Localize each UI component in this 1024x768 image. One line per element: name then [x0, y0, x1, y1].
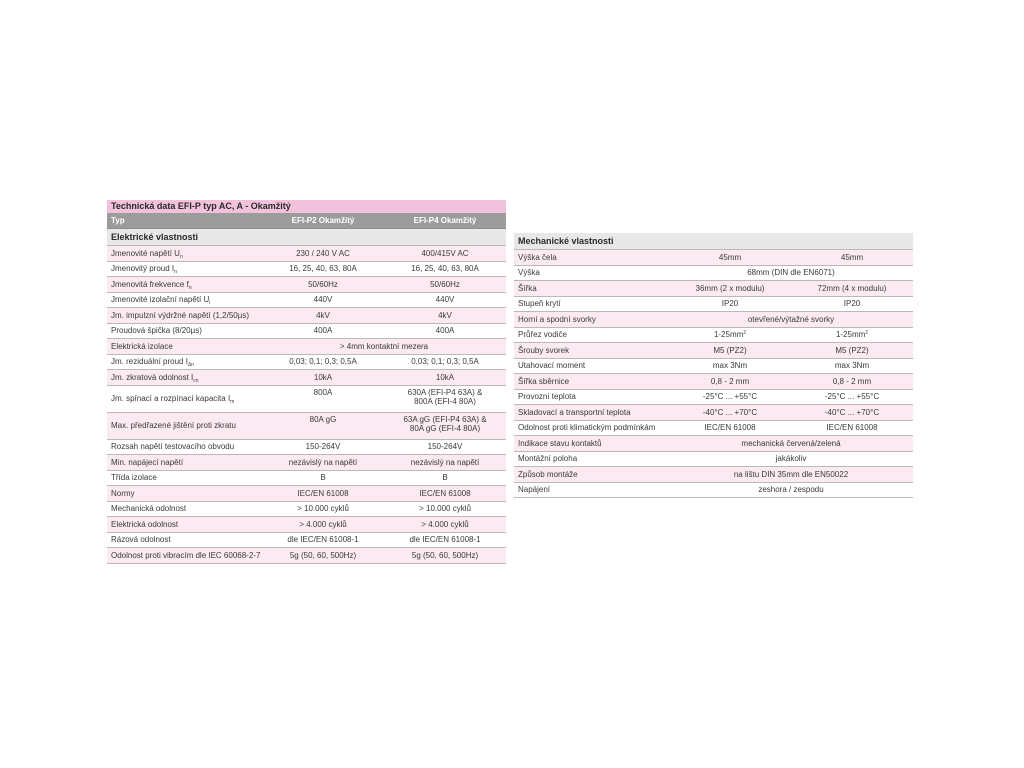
row-value-col1 [262, 548, 384, 564]
row-label [107, 385, 262, 412]
cell-text: Montážní poloha [518, 454, 578, 464]
cell-text: 10kA [435, 372, 455, 382]
table-row [514, 358, 913, 374]
cell-text: mechanická červená/zelená [741, 438, 841, 448]
row-value-shared [669, 312, 913, 328]
cell-text: Rozsah napětí testovacího obvodu [111, 442, 235, 452]
row-label [107, 412, 262, 439]
row-label [107, 323, 262, 339]
cell-text: Výška [518, 268, 540, 278]
row-value-shared [262, 339, 506, 355]
table-row [107, 532, 506, 548]
row-label [107, 501, 262, 517]
row-label [107, 354, 262, 370]
cell-text: 45mm [840, 252, 864, 262]
cell-text: > 10.000 cyklů [297, 504, 349, 514]
cell-text: Proudová špička (8/20µs) [111, 326, 202, 336]
cell-text: -40°C ... +70°C [702, 407, 758, 417]
table-row [107, 548, 506, 564]
row-value-col1 [669, 281, 791, 297]
cell-text: max 3Nm [834, 361, 870, 371]
row-value-col2 [384, 354, 506, 370]
cell-text: Horní a spodní svorky [518, 314, 596, 324]
row-value-col2 [384, 532, 506, 548]
cell-text: > 4.000 cyklů [421, 519, 469, 529]
cell-text: 4kV [316, 310, 330, 320]
row-value-shared [669, 467, 913, 483]
cell-text: Max. předřazené jištění proti zkratu [111, 421, 236, 430]
cell-text: Jmenovitá frekvence f [111, 279, 189, 289]
row-value-col2 [384, 385, 506, 412]
cell-text: 80A gG [309, 414, 337, 424]
cell-text: Jmenovité napětí U [111, 248, 180, 258]
cell-line: 630A (EFI-P4 63A) & [407, 387, 483, 397]
cell-text: 440V [435, 295, 455, 305]
row-value-col2 [384, 261, 506, 277]
cell-text: 440V [313, 295, 333, 305]
row-label [107, 532, 262, 548]
cell-text: 150-264V [305, 442, 341, 452]
superscript: 2 [865, 330, 869, 337]
cell-line: 80A gG (EFI-4 80A) [409, 423, 481, 433]
row-value-col1 [262, 532, 384, 548]
table-row [107, 385, 506, 412]
cell-text: -25°C ... +55°C [824, 392, 880, 402]
table-row [514, 420, 913, 436]
row-label [514, 420, 669, 436]
cell-text: Utahovací moment [518, 361, 586, 371]
section-title-electrical: Elektrické vlastnosti [107, 229, 506, 246]
cell-text: Provozní teplota [518, 392, 576, 402]
row-label [107, 548, 262, 564]
row-value-col1 [669, 343, 791, 359]
table-row [107, 292, 506, 308]
cell-text: zeshora / zespodu [758, 485, 824, 495]
row-label [107, 517, 262, 533]
cell-text: Stupeň krytí [518, 299, 561, 309]
row-value-col2 [384, 501, 506, 517]
table-row [107, 246, 506, 262]
table-row [107, 277, 506, 293]
row-value-col1 [262, 517, 384, 533]
cell-text: Šrouby svorek [518, 345, 570, 355]
table-row [514, 327, 913, 343]
row-label [107, 339, 262, 355]
cell-text: Odolnost proti klimatickým podmínkám [518, 423, 656, 433]
subscript: n [174, 269, 177, 276]
header-efi-p2: EFI-P2 Okamžitý [262, 213, 384, 229]
table-row [107, 486, 506, 502]
row-value-col2 [791, 281, 913, 297]
row-value-col2 [384, 548, 506, 564]
table-header-row [107, 213, 506, 229]
table-row [514, 296, 913, 312]
cell-text: Odolnost proti vibracím dle IEC 60068-2-7 [111, 550, 261, 560]
cell-text: 36mm (2 x modulu) [695, 283, 765, 293]
table-row [514, 389, 913, 405]
subscript: Δn [187, 362, 195, 369]
row-label [514, 451, 669, 467]
table-row [514, 312, 913, 328]
table-title-row [107, 200, 506, 213]
cell-line: 800A (EFI-4 80A) [414, 396, 476, 406]
row-label [107, 261, 262, 277]
row-value-col2 [384, 517, 506, 533]
row-value-col2 [791, 296, 913, 312]
cell-text: 800A [313, 387, 333, 397]
row-label [514, 374, 669, 390]
section-title-mechanical: Mechanické vlastnosti [514, 233, 913, 250]
row-label [107, 455, 262, 471]
row-value-col2 [791, 389, 913, 405]
cell-line: 63A gG (EFI-P4 63A) & [403, 414, 487, 424]
row-value-col2 [384, 292, 506, 308]
cell-text: > 4mm kontaktní mezera [339, 341, 429, 351]
row-value-col1 [669, 374, 791, 390]
cell-text: M5 (PZ2) [835, 345, 869, 355]
row-label [107, 370, 262, 386]
table-row [514, 436, 913, 452]
cell-text: 400A [313, 326, 333, 336]
row-value-shared [669, 482, 913, 498]
row-label [514, 250, 669, 266]
cell-text: 1-25mm [713, 330, 744, 340]
row-value-col1 [669, 420, 791, 436]
cell-text: 230 / 240 V AC [296, 248, 350, 258]
table-row [107, 339, 506, 355]
row-value-col2 [791, 250, 913, 266]
cell-text: Elektrická izolace [111, 341, 173, 351]
row-value-col2 [384, 308, 506, 324]
table-row [107, 501, 506, 517]
cell-text: Třída izolace [111, 473, 157, 483]
table-row [514, 467, 913, 483]
row-value-shared [669, 265, 913, 281]
cell-text: 50/60Hz [430, 279, 460, 289]
table-row [514, 265, 913, 281]
cell-text: 5g (50, 60, 500Hz) [411, 550, 479, 560]
cell-text: Jmenovitý proud I [111, 264, 175, 274]
subscript: cn [193, 377, 199, 384]
row-label [514, 467, 669, 483]
table-row [107, 439, 506, 455]
row-label [514, 436, 669, 452]
table-row [514, 374, 913, 390]
row-value-col1 [262, 470, 384, 486]
row-value-col1 [669, 358, 791, 374]
row-value-col1 [262, 277, 384, 293]
cell-text: 72mm (4 x modulu) [817, 283, 887, 293]
cell-text: Indikace stavu kontaktů [518, 438, 602, 448]
row-label [514, 343, 669, 359]
cell-text: > 4.000 cyklů [299, 519, 347, 529]
row-value-col1 [262, 370, 384, 386]
header-efi-p4: EFI-P4 Okamžitý [384, 213, 506, 229]
table-title: Technická data EFI-P typ AC, A - Okamžitý [107, 200, 506, 213]
cell-text: Skladovací a transportní teplota [518, 407, 631, 417]
row-value-col1 [669, 389, 791, 405]
superscript: 2 [743, 330, 747, 337]
row-value-col2 [791, 374, 913, 390]
cell-text: Jm. impulzní výdržné napětí (1,2/50µs) [111, 310, 249, 320]
row-value-col1 [669, 296, 791, 312]
cell-text: max 3Nm [712, 361, 748, 371]
mechanical-specs-table [514, 233, 913, 498]
row-value-col2 [384, 246, 506, 262]
row-label [514, 389, 669, 405]
row-label [107, 470, 262, 486]
cell-text: Rázová odolnost [111, 535, 171, 545]
row-label [514, 265, 669, 281]
cell-text: 400A [435, 326, 455, 336]
table-row [107, 517, 506, 533]
cell-text: > 10.000 cyklů [419, 504, 471, 514]
row-label [107, 486, 262, 502]
cell-text: 0,8 - 2 mm [710, 376, 750, 386]
cell-text: 16, 25, 40, 63, 80A [289, 264, 357, 274]
table-row [514, 281, 913, 297]
table-row [107, 455, 506, 471]
table-row [107, 308, 506, 324]
subscript: n [188, 284, 192, 291]
cell-text: dle IEC/EN 61008-1 [409, 535, 481, 545]
row-value-col1 [262, 292, 384, 308]
table-row [514, 405, 913, 421]
row-label [514, 312, 669, 328]
table-row [107, 261, 506, 277]
row-value-col1 [262, 455, 384, 471]
row-value-col2 [791, 405, 913, 421]
subscript: m [230, 399, 235, 405]
row-label [514, 296, 669, 312]
cell-text: nezávislý na napětí [410, 457, 480, 467]
cell-text: 68mm (DIN dle EN6071) [747, 268, 835, 278]
row-value-col1 [262, 323, 384, 339]
row-value-col2 [384, 277, 506, 293]
cell-text: na lištu DIN 35mm dle EN50022 [733, 469, 849, 479]
subscript: i [209, 300, 211, 307]
cell-text: 400/415V AC [421, 248, 469, 258]
cell-text: 0,03; 0,1; 0,3; 0,5A [411, 357, 479, 367]
table-row [514, 250, 913, 266]
cell-text: Min. napájecí napětí [111, 457, 184, 467]
table-row [107, 370, 506, 386]
row-value-col1 [262, 412, 384, 439]
row-value-col2 [791, 343, 913, 359]
row-value-col2 [791, 327, 913, 343]
table-row [107, 354, 506, 370]
row-value-col1 [669, 327, 791, 343]
row-label [514, 358, 669, 374]
cell-text: 1-25mm [835, 330, 866, 340]
cell-text: IEC/EN 61008 [419, 488, 471, 498]
row-value-col2 [384, 470, 506, 486]
row-value-col1 [262, 439, 384, 455]
cell-text: dle IEC/EN 61008-1 [287, 535, 359, 545]
row-label [514, 281, 669, 297]
cell-text: IEC/EN 61008 [704, 423, 756, 433]
table-row [107, 412, 506, 439]
cell-text: Šířka [518, 283, 537, 293]
cell-text: IEC/EN 61008 [297, 488, 349, 498]
row-value-col2 [384, 439, 506, 455]
row-label [107, 277, 262, 293]
row-value-col1 [669, 405, 791, 421]
section-row-electrical [107, 229, 506, 246]
row-value-col2 [384, 370, 506, 386]
cell-text: IEC/EN 61008 [826, 423, 878, 433]
cell-text: Průřez vodiče [518, 330, 567, 340]
row-label [514, 405, 669, 421]
row-value-col1 [262, 501, 384, 517]
row-value-col1 [669, 250, 791, 266]
table-row [107, 470, 506, 486]
cell-text: Jm. reziduální proud I [111, 357, 188, 367]
table-row [107, 323, 506, 339]
cell-text: 16, 25, 40, 63, 80A [411, 264, 479, 274]
table-row [514, 482, 913, 498]
row-value-col2 [791, 358, 913, 374]
cell-text: 150-264V [427, 442, 463, 452]
cell-text: -25°C ... +55°C [702, 392, 758, 402]
cell-text: Jm. zkratová odolnost I [111, 372, 194, 382]
cell-text: IP20 [843, 299, 861, 309]
cell-text: Jm. spínací a rozpínací kapacita I [111, 394, 231, 403]
cell-text: M5 (PZ2) [713, 345, 747, 355]
row-value-col1 [262, 261, 384, 277]
row-value-col2 [384, 323, 506, 339]
row-value-col1 [262, 354, 384, 370]
cell-text: Způsob montáže [518, 469, 578, 479]
row-value-col1 [262, 486, 384, 502]
cell-text: 4kV [438, 310, 452, 320]
cell-text: Výška čela [518, 252, 557, 262]
cell-text: otevřené/výtažné svorky [747, 314, 835, 324]
header-type: Typ [107, 213, 262, 229]
cell-text: -40°C ... +70°C [824, 407, 880, 417]
cell-text: Mechanická odolnost [111, 504, 187, 514]
cell-text: 10kA [313, 372, 333, 382]
subscript: n [179, 253, 183, 260]
row-value-col2 [384, 486, 506, 502]
cell-text: 0,8 - 2 mm [832, 376, 872, 386]
cell-text: 50/60Hz [308, 279, 338, 289]
row-value-shared [669, 436, 913, 452]
electrical-specs-table [107, 200, 506, 564]
cell-text: Napájení [518, 485, 551, 495]
cell-text: Šířka sběrnice [518, 376, 570, 386]
cell-text: 5g (50, 60, 500Hz) [289, 550, 357, 560]
row-label [514, 327, 669, 343]
row-value-shared [669, 451, 913, 467]
table-row [514, 343, 913, 359]
table-row [514, 451, 913, 467]
cell-text: B [442, 473, 448, 483]
cell-text: jakákoliv [775, 454, 807, 464]
row-label [107, 308, 262, 324]
section-row-mechanical [514, 233, 913, 250]
row-value-col1 [262, 308, 384, 324]
cell-text: B [320, 473, 326, 483]
row-value-col2 [791, 420, 913, 436]
row-value-col1 [262, 385, 384, 412]
cell-text: Jmenovité izolační napětí U [111, 295, 210, 305]
row-value-col2 [384, 412, 506, 439]
row-label [107, 246, 262, 262]
row-value-col2 [384, 455, 506, 471]
row-label [514, 482, 669, 498]
cell-text: IP20 [721, 299, 739, 309]
cell-text: Elektrická odolnost [111, 519, 179, 529]
row-label [107, 439, 262, 455]
cell-text: 0,03; 0,1; 0,3; 0,5A [289, 357, 357, 367]
cell-text: nezávislý na napětí [288, 457, 358, 467]
cell-text: 45mm [718, 252, 742, 262]
row-value-col1 [262, 246, 384, 262]
row-label [107, 292, 262, 308]
cell-text: Normy [111, 488, 135, 498]
